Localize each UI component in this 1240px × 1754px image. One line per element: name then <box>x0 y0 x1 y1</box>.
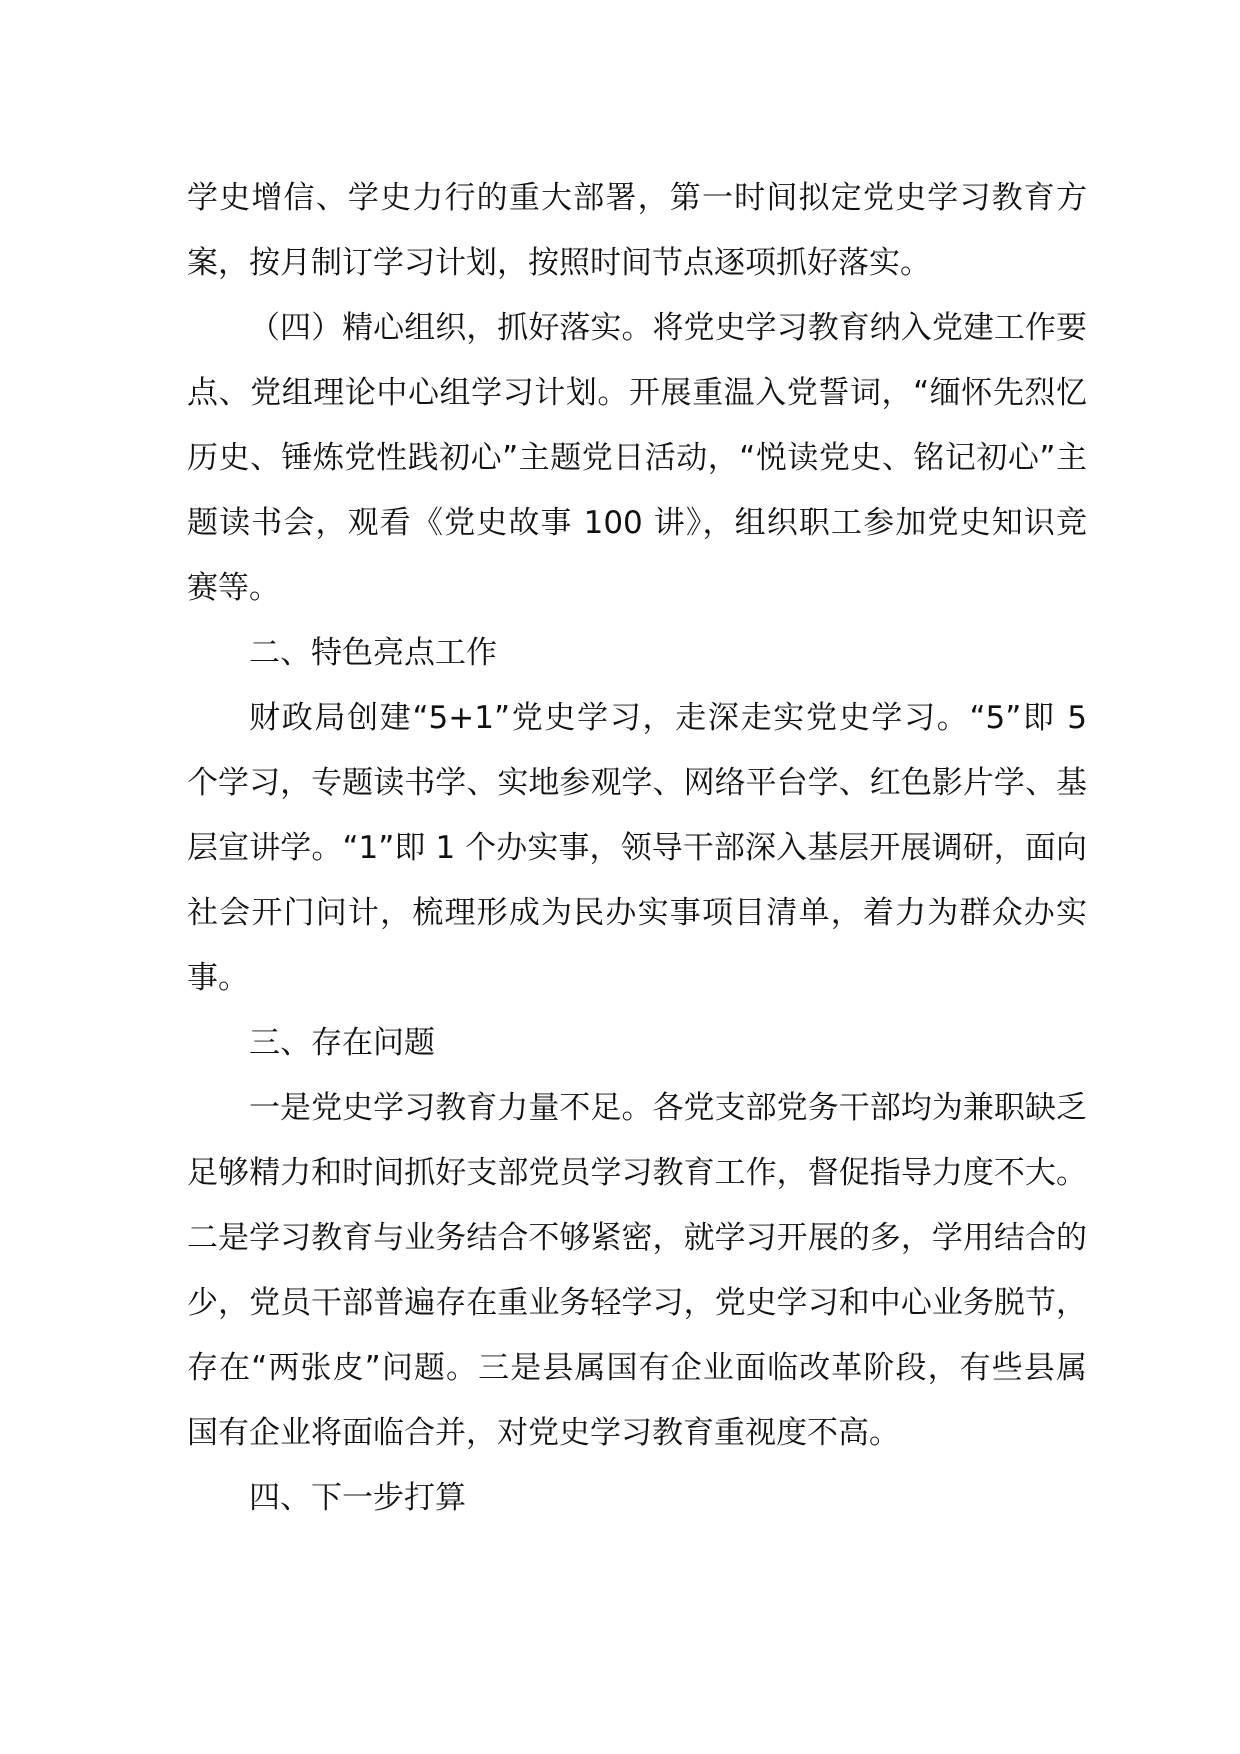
paragraph-problems: 一是党史学习教育力量不足。各党支部党务干部均为兼职缺乏足够精力和时间抓好支部党员学习教育工作，督促指导力度不大。二是学习教育与业务结合不够紧密，就学习开展的多，学用结合的少，党员干部普遍存在重业务轻学习，党史学习和中心业务脱节，存在“两张皮”问题。三是县属国有企业面临改革阶段，有些县属国有企业将面临合并，对党史学习教育重视度不高。 <box>187 1090 1087 1451</box>
paragraph-section-four: （四）精心组织，抓好落实。将党史学习教育纳入党建工作要点、党组理论中心组学习计划。开展重温入党誓词，“缅怀先烈忆历史、锤炼党性践初心”主题党日活动，“悦读党史、铭记初心”主题读书会，观看《党史故事 100 讲》，组织职工参加党史知识竞赛等。 <box>187 310 1087 606</box>
heading-next-steps: 四、下一步打算 <box>249 1480 466 1516</box>
heading-highlights: 二、特色亮点工作 <box>249 635 497 671</box>
paragraph-continuation: 学史增信、学史力行的重大部署，第一时间拟定党史学习教育方案，按月制订学习计划，按照时间节点逐项抓好落实。 <box>187 180 1087 281</box>
paragraph-highlights: 财政局创建“5+1”党史学习，走深走实党史学习。“5”即 5 个学习，专题读书学、实地参观学、网络平台学、红色影片学、基层宣讲学。“1”即 1 个办实事，领导干部深入基层开展调研，面向社会开门问计，梳理形成为民办实事项目清单，着力为群众办实事。 <box>187 700 1087 996</box>
heading-problems: 三、存在问题 <box>249 1025 435 1061</box>
document-body <box>187 166 1087 1531</box>
